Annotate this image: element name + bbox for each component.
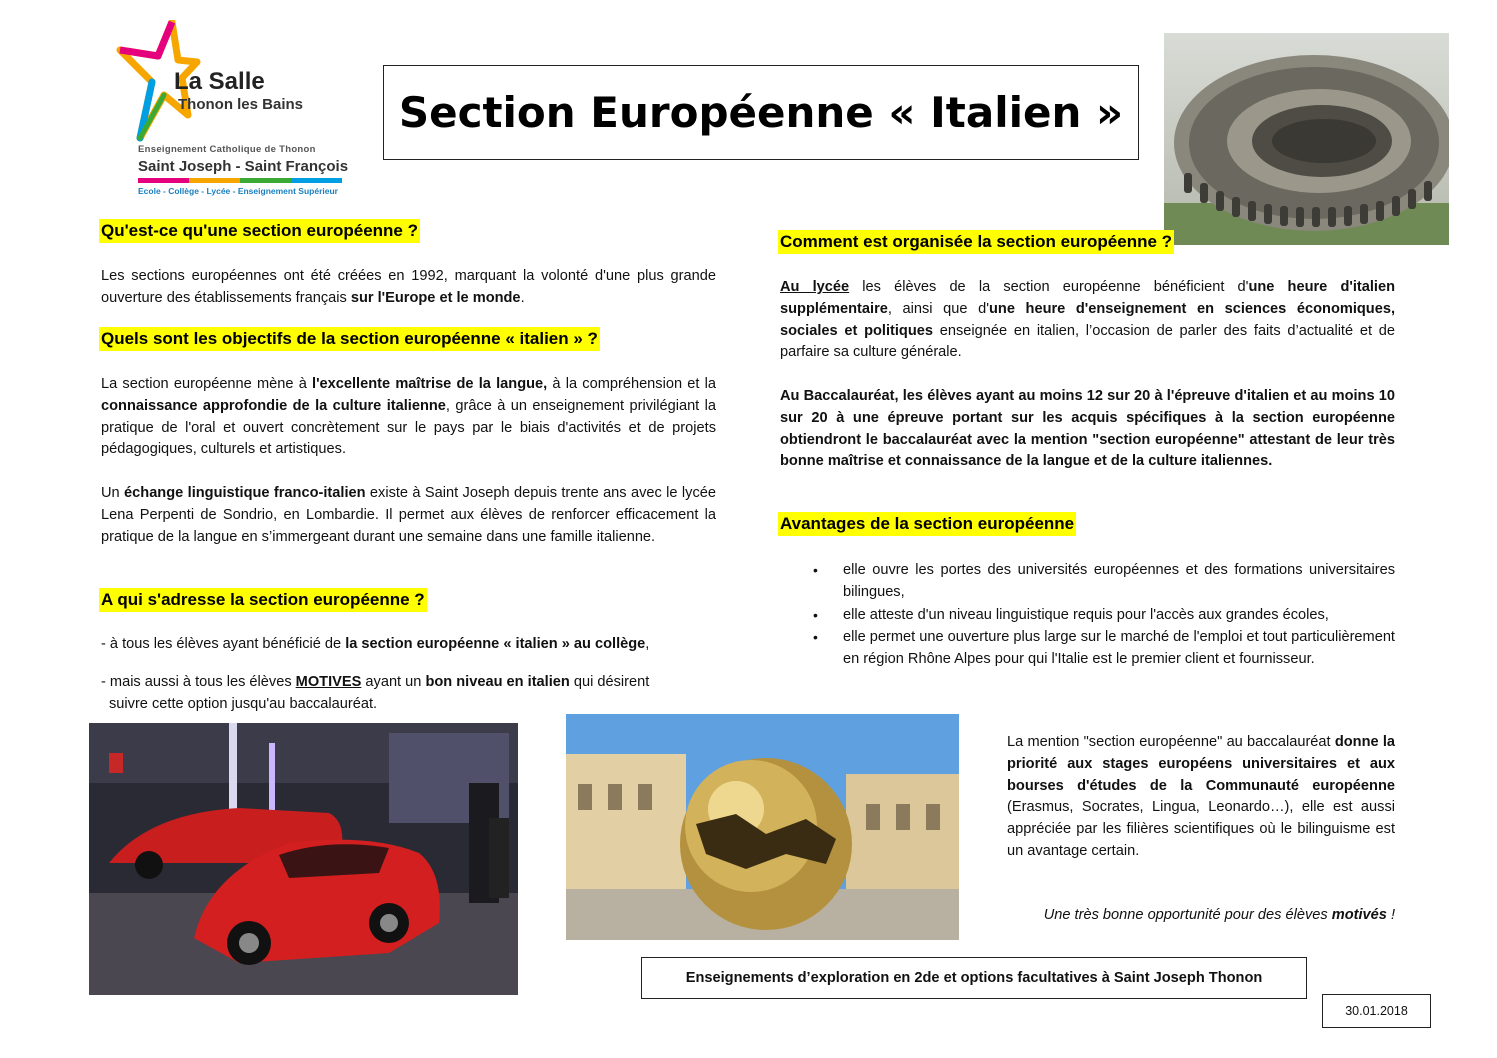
red-car-photo [89,723,518,995]
paragraph-mention: La mention "section européenne" au baccalauréat donne la priorité aux stages européens universitaires et aux bourses d'études de la Communauté européenne (Erasmus, Socrates, Lingua, Leonardo…), elle est aussi appréciée par les filières scientifiques où le bilinguisme est un avantage certain. [1007,734,1395,859]
audience-line-1: - à tous les élèves ayant bénéficié de la section européenne « italien » au collège, [101,636,650,652]
advantage-item: • elle permet une ouverture plus large sur le marché de l'emploi et tout particulièrement en région Rhône Alpes pour qui l'Italie est le premier client et fournisseur. [843,627,1395,671]
heading-advantages: Avantages de la section européenne [778,512,1076,536]
logo-brand: La Salle [174,68,265,95]
logo-schools: Saint Joseph - Saint François [138,158,349,175]
paragraph-objectives: La section européenne mène à l'excellente maîtrise de la langue, à la compréhension et la connaissance approfondie de la culture italienne, grâce à un enseignement privilégiant la pratique de l'oral et ouvert concrètement sur le pays par le biais d'activités et de projets pédagogiques, culturels et artistiques. [101,376,717,458]
paragraph-exchange: Un échange linguistique franco-italien existe à Saint Joseph depuis trente ans avec le lycée Lena Perpenti de Sondrio, en Lombardie. Il permet aux élèves de renforcer efficacement la pratique de la langue en s’immergeant durant une semaine dans une famille italienne. [101,485,716,545]
logo-network: Enseignement Catholique de Thonon [138,144,316,155]
paragraph-what-is: Les sections européennes ont été créées en 1992, marquant la volonté d'une plus grande ouverture des établissements français sur l'Europe et le monde. [101,268,716,306]
school-logo [112,20,352,206]
closing-line: Une très bonne opportunité pour des élèves motivés ! [1043,907,1395,923]
logo-city: Thonon les Bains [178,96,304,113]
advantage-item: • elle ouvre les portes des universités européennes et des formations universitaires bilingues, [843,560,1395,604]
heading-what-is: Qu'est-ce qu'une section européenne ? [99,219,420,243]
footer-box [641,957,1307,999]
title-box [383,65,1139,160]
paragraph-organisation: Au lycée les élèves de la section européenne bénéficient d'une heure d'italien supplémentaire, ainsi que d'une heure d'enseignement en sciences économiques, sociales et politiques enseignée en italien, l’occasion de parler des faits d’actualité et de parfaire sa culture générale. [780,279,1396,361]
heading-objectives: Quels sont les objectifs de la section européenne « italien » ? [99,327,600,351]
heading-audience: A qui s'adresse la section européenne ? [99,588,427,612]
logo-levels: Ecole - Collège - Lycée - Enseignement Supérieur [138,186,338,196]
paragraph-baccalaureat: Au Baccalauréat, les élèves ayant au moins 12 sur 20 à l'épreuve d'italien et au moins 10 sur 20 à une épreuve portant sur les acquis spécifiques à la section européenne obtiendront le baccalauréat avec la mention "section européenne" attestant de leur très bonne maîtrise et connaissance de la langue et de la culture italiennes. [780,388,1395,470]
date-box [1322,994,1431,1028]
colosseum-photo [1164,33,1449,245]
document-date: 30.01.2018 [1345,1004,1408,1018]
sphere-sculpture-photo [566,714,959,940]
footer-text: Enseignements d’exploration en 2de et options facultatives à Saint Joseph Thonon [685,970,1263,986]
page-title: Section Européenne « Italien » [398,88,1124,137]
heading-organisation: Comment est organisée la section européenne ? [778,230,1174,254]
logo-color-bar [138,178,342,183]
advantage-item: • elle atteste d'un niveau linguistique requis pour l'accès aux grandes écoles, [843,605,1395,627]
audience-line-2: - mais aussi à tous les élèves MOTIVES ayant un bon niveau en italien qui désirent suivre cette option jusqu'au baccalauréat. [101,674,650,712]
